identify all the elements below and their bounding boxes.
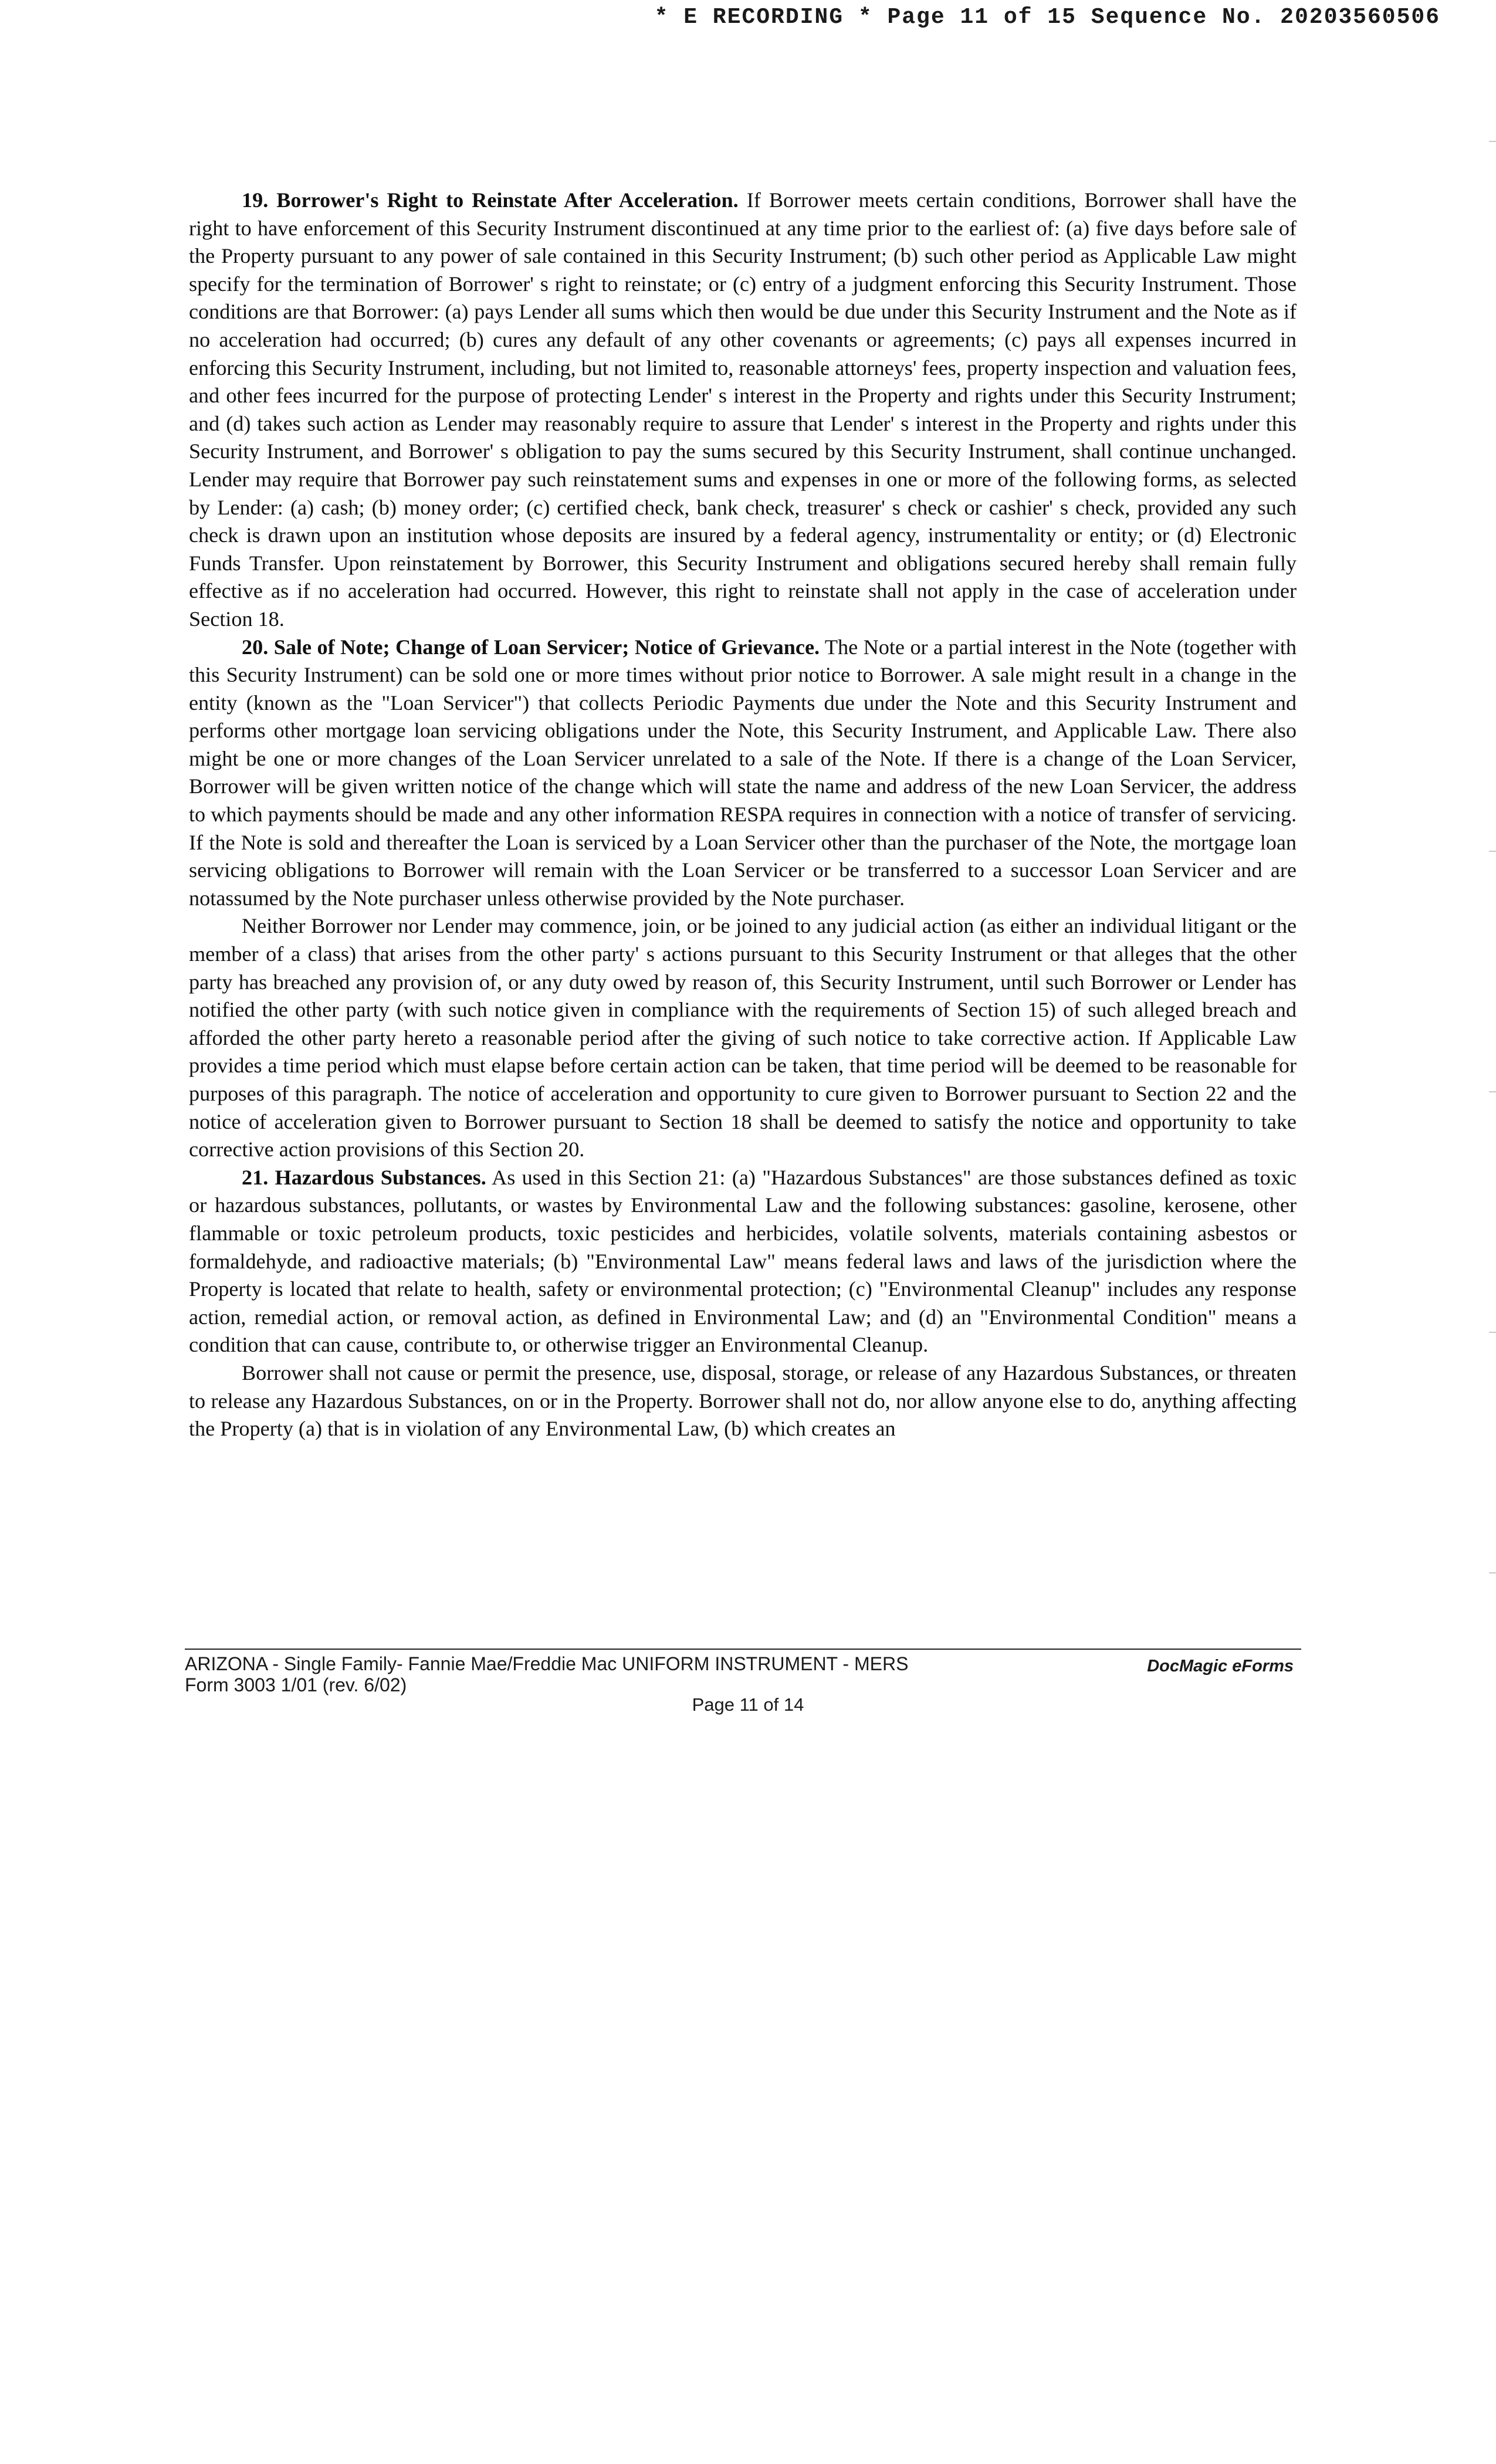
scan-edge-mark [1489,141,1496,142]
page-number: Page 11 of 14 [692,1694,804,1715]
section-21-paragraph-2: Borrower shall not cause or permit the presence, use, disposal, storage, or release of any Hazardous Substances, or threaten to release any Hazardous Substances, on or in the Property. Borrower shall not do, nor allow anyone else to do, anything affecting the Property (a) that is in violation of any Environmental Law, (b) which creates an [189,1360,1297,1441]
footer-form-title: ARIZONA - Single Family- Fannie Mae/Freddie Mac UNIFORM INSTRUMENT - MERS [185,1653,909,1674]
footer-divider [185,1649,1301,1650]
section-20-paragraph-2: Neither Borrower nor Lender may commence, join, or be joined to any judicial action (as either an individual litigant or the member of a class) that arises from the other party' s actions pursuant to this Security Instrument or that alleges that the other party has breached any provision of, or any duty owed by reason of, this Security Instrument, until such Borrower or Lender has notified the other party (with such notice given in compliance with the requirements of Section 15) of such alleged breach and afforded the other party hereto a reasonable period after the giving of such notice to take corrective action. If Applicable Law provides a time period which must elapse before certain action can be taken, that time period will be deemed to be reasonable for purposes of this paragraph. The notice of acceleration and opportunity to cure given to Borrower pursuant to Section 22 and the notice of acceleration given to Borrower pursuant to Section 18 shall be deemed to satisfy the notice and opportunity to take corrective action provisions of this Section 20. [189,914,1297,1162]
section-21-heading: 21. Hazardous Substances. [242,1165,486,1189]
recording-stamp: * E RECORDING * Page 11 of 15 Sequence No. 20203560506 [654,5,1440,30]
scan-edge-mark [1489,1091,1496,1092]
section-20-text: The Note or a partial interest in the Note (together with this Security Instrument) can be sold one or more times without prior notice to Borrower. A sale might result in a change in the entity (known as the "Loan Servicer") that collects Periodic Payments due under the Note and this Security Instrument and performs other mortgage loan servicing obligations under the Note, this Security Instrument, and Applicable Law. There also might be one or more changes of the Loan Servicer unrelated to a sale of the Note. If there is a change of the Loan Servicer, Borrower will be given written notice of the change which will state the name and address of the new Loan Servicer, the address to which payments should be made and any other information RESPA requires in connection with a notice of transfer of servicing. If the Note is sold and thereafter the Loan is serviced by a Loan Servicer other than the purchaser of the Note, the mortgage loan servicing obligations to Borrower will remain with the Loan Servicer or be transferred to a successor Loan Servicer and are notassumed by the Note purchaser unless otherwise provided by the Note purchaser. [189,635,1297,910]
footer-form-number: Form 3003 1/01 (rev. 6/02) [185,1674,407,1695]
scan-edge-mark [1489,1572,1496,1573]
section-20-heading: 20. Sale of Note; Change of Loan Servicer; Notice of Grievance. [242,635,820,659]
section-19-heading: 19. Borrower's Right to Reinstate After Acceleration. [242,188,739,212]
document-body [189,187,1297,1443]
docmagic-logo: DocMagic eForms [1147,1657,1294,1676]
section-19 [189,187,1297,634]
section-20 [189,634,1297,913]
section-21-text: As used in this Section 21: (a) "Hazardous Substances" are those substances defined as toxic or hazardous substances, pollutants, or wastes by Environmental Law and the following substances: gasoline, kerosene, other flammable or toxic petroleum products, toxic pesticides and herbicides, volatile solvents, materials containing asbestos or formaldehyde, and radioactive materials; (b) "Environmental Law" means federal laws and laws of the jurisdiction where the Property is located that relate to health, safety or environmental protection; (c) "Environmental Cleanup" includes any response action, remedial action, or removal action, as defined in Environmental Law; and (d) an "Environmental Condition" means a condition that can cause, contribute to, or otherwise trigger an Environmental Cleanup. [189,1165,1297,1357]
scan-edge-mark [1489,1332,1496,1333]
scan-edge-mark [1489,851,1496,852]
section-19-text: If Borrower meets certain conditions, Borrower shall have the right to have enforcement of this Security Instrument discontinued at any time prior to the earliest of: (a) five days before sale of the Property pursuant to any power of sale contained in this Security Instrument; (b) such other period as Applicable Law might specify for the termination of Borrower' s right to reinstate; or (c) entry of a judgment enforcing this Security Instrument. Those conditions are that Borrower: (a) pays Lender all sums which then would be due under this Security Instrument and the Note as if no acceleration had occurred; (b) cures any default of any other covenants or agreements; (c) pays all expenses incurred in enforcing this Security Instrument, including, but not limited to, reasonable attorneys' fees, property inspection and valuation fees, and other fees incurred for the purpose of protecting Lender' s interest in the Property and rights under this Security Instrument; and (d) takes such action as Lender may reasonably require to assure that Lender' s interest in the Property and rights under this Security Instrument, and Borrower' s obligation to pay the sums secured by this Security Instrument, shall continue unchanged. Lender may require that Borrower pay such reinstatement sums and expenses in one or more of the following forms, as selected by Lender: (a) cash; (b) money order; (c) certified check, bank check, treasurer' s check or cashier' s check, provided any such check is drawn upon an institution whose deposits are insured by a federal agency, instrumentality or entity; or (d) Electronic Funds Transfer. Upon reinstatement by Borrower, this Security Instrument and obligations secured hereby shall remain fully effective as if no acceleration had occurred. However, this right to reinstate shall not apply in the case of acceleration under Section 18. [189,188,1297,631]
section-21 [189,1164,1297,1359]
footer-form-info [185,1653,908,1695]
